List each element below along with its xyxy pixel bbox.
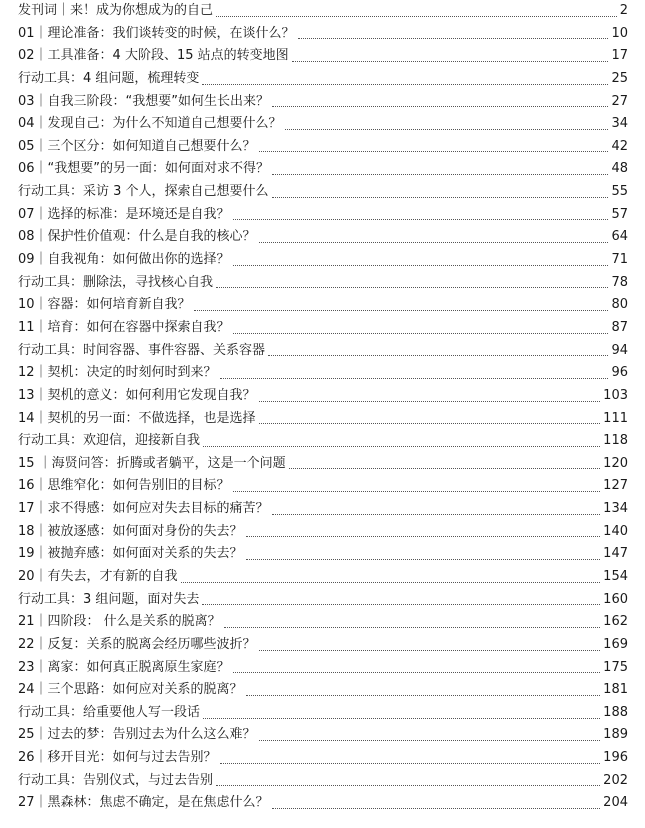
toc-entry[interactable]: [18, 657, 628, 680]
toc-entry-title: 09｜自我视角：如何做出你的选择？: [18, 252, 230, 268]
toc-entry-page-number: 78: [611, 274, 628, 290]
dot-leader: [272, 174, 608, 175]
toc-entry-page-number: 64: [611, 229, 628, 245]
toc-entry-title: 14｜契机的另一面：不做选择，也是选择: [18, 410, 256, 426]
dot-leader: [259, 401, 601, 402]
dot-leader: [259, 740, 601, 741]
toc-entry[interactable]: [18, 272, 628, 295]
toc-entry-title: 行动工具：采访 3 个人，探索自己想要什么: [18, 184, 269, 200]
dot-leader: [272, 197, 609, 198]
toc-entry-page-number: 80: [611, 297, 628, 313]
dot-leader: [216, 16, 617, 17]
dot-leader: [246, 536, 601, 537]
dot-leader: [292, 61, 609, 62]
toc-entry-page-number: 118: [603, 433, 628, 449]
toc-entry-title: 15 ｜海贤问答：折腾或者躺平，这是一个问题: [18, 455, 286, 471]
toc-entry[interactable]: [18, 634, 628, 657]
toc-entry[interactable]: [18, 702, 628, 725]
toc-entry-title: 行动工具：4 组问题，梳理转变: [18, 70, 200, 86]
toc-entry[interactable]: [18, 521, 628, 544]
toc-entry-title: 21｜四阶段： 什么是关系的脱离？: [18, 614, 221, 630]
dot-leader: [202, 604, 600, 605]
toc-entry-page-number: 10: [611, 25, 628, 41]
dot-leader: [233, 265, 609, 266]
dot-leader: [233, 672, 601, 673]
toc-entry-page-number: 160: [603, 591, 628, 607]
toc-entry[interactable]: [18, 181, 628, 204]
toc-entry[interactable]: [18, 113, 628, 136]
toc-entry-title: 12｜契机：决定的时刻何时到来？: [18, 365, 217, 381]
toc-entry-page-number: 2: [619, 2, 628, 18]
toc-entry-title: 22｜反复：关系的脱离会经历哪些波折？: [18, 636, 256, 652]
toc-entry-title: 行动工具：告别仪式，与过去告别: [18, 772, 214, 788]
toc-entry[interactable]: [18, 747, 628, 770]
toc-entry[interactable]: [18, 475, 628, 498]
toc-entry-title: 行动工具：3 组问题，面对失去: [18, 591, 200, 607]
toc-entry-page-number: 25: [611, 70, 628, 86]
toc-entry-page-number: 57: [611, 206, 628, 222]
toc-entry-page-number: 94: [611, 342, 628, 358]
dot-leader: [216, 785, 600, 786]
toc-entry-page-number: 87: [611, 319, 628, 335]
dot-leader: [203, 718, 600, 719]
dot-leader: [233, 333, 609, 334]
toc-entry-page-number: 27: [611, 93, 628, 109]
toc-entry-title: 行动工具：时间容器、事件容器、关系容器: [18, 342, 266, 358]
toc-entry[interactable]: [18, 453, 628, 476]
toc-entry-title: 05｜三个区分：如何知道自己想要什么？: [18, 138, 256, 154]
toc-entry-page-number: 175: [603, 659, 628, 675]
toc-entry-page-number: 42: [611, 138, 628, 154]
toc-entry-title: 行动工具：欢迎信，迎接新自我: [18, 433, 201, 449]
toc-entry-page-number: 169: [603, 636, 628, 652]
dot-leader: [194, 310, 609, 311]
toc-entry-page-number: 127: [603, 478, 628, 494]
toc-entry[interactable]: [18, 249, 628, 272]
toc-entry-page-number: 154: [603, 569, 628, 584]
dot-leader: [202, 84, 608, 85]
toc-entry[interactable]: [18, 770, 628, 793]
dot-leader: [216, 287, 608, 288]
toc-entry[interactable]: [18, 543, 628, 566]
toc-entry-page-number: 196: [603, 750, 628, 766]
dot-leader: [268, 355, 608, 356]
toc-entry-page-number: 96: [611, 365, 628, 381]
toc-entry-title: 18｜被放逐感：如何面对身份的失去？: [18, 523, 243, 539]
table-of-contents: [18, 0, 628, 815]
toc-entry-title: 13｜契机的意义：如何利用它发现自我？: [18, 387, 256, 403]
toc-entry-page-number: 134: [603, 501, 628, 517]
dot-leader: [203, 446, 600, 447]
toc-entry-title: 发刊词｜来！成为你想成为的自己: [18, 2, 214, 18]
toc-entry[interactable]: [18, 679, 628, 702]
toc-entry-title: 行动工具：给重要他人写一段话: [18, 704, 201, 720]
dot-leader: [181, 582, 601, 583]
toc-entry[interactable]: [18, 792, 628, 815]
toc-entry-page-number: 71: [611, 252, 628, 268]
toc-entry-title: 25｜过去的梦：告别过去为什么这么难？: [18, 727, 256, 743]
dot-leader: [220, 378, 609, 379]
dot-leader: [272, 808, 601, 809]
toc-entry[interactable]: [18, 136, 628, 159]
toc-entry-page-number: 181: [603, 682, 628, 698]
dot-leader: [246, 695, 601, 696]
toc-entry-page-number: 202: [603, 772, 628, 788]
toc-entry-title: 17｜求不得感：如何应对失去目标的痛苦？: [18, 501, 269, 517]
dot-leader: [285, 129, 609, 130]
toc-entry-page-number: 188: [603, 704, 628, 720]
dot-leader: [233, 219, 609, 220]
toc-entry-page-number: 111: [603, 410, 628, 426]
toc-entry-page-number: 189: [603, 727, 628, 743]
toc-entry[interactable]: [18, 91, 628, 114]
toc-entry-page-number: 120: [603, 455, 628, 471]
toc-entry-title: 10｜容器：如何培育新自我？: [18, 297, 191, 313]
toc-entry-title: 26｜移开目光：如何与过去告别？: [18, 750, 217, 766]
toc-entry-title: 20｜有失去，才有新的自我: [18, 569, 178, 584]
dot-leader: [259, 242, 609, 243]
toc-entry-page-number: 17: [611, 48, 628, 64]
toc-entry[interactable]: [18, 611, 628, 634]
toc-entry[interactable]: [18, 23, 628, 46]
toc-entry[interactable]: [18, 45, 628, 68]
toc-entry[interactable]: [18, 340, 628, 363]
dot-leader: [259, 151, 609, 152]
dot-leader: [224, 627, 600, 628]
toc-entry-page-number: 140: [603, 523, 628, 539]
toc-entry-page-number: 55: [611, 184, 628, 200]
toc-entry[interactable]: [18, 68, 628, 91]
toc-entry[interactable]: [18, 294, 628, 317]
toc-entry-title: 03｜自我三阶段：“我想要”如何生长出来？: [18, 93, 270, 109]
toc-entry-title: 19｜被抛弃感：如何面对关系的失去？: [18, 546, 243, 562]
dot-leader: [289, 468, 600, 469]
toc-entry[interactable]: [18, 158, 628, 181]
toc-entry[interactable]: [18, 566, 628, 589]
toc-entry[interactable]: [18, 430, 628, 453]
dot-leader: [259, 650, 601, 651]
toc-entry-title: 11｜培育：如何在容器中探索自我？: [18, 319, 230, 335]
toc-entry[interactable]: [18, 589, 628, 612]
toc-entry-title: 07｜选择的标准：是环境还是自我？: [18, 206, 230, 222]
toc-entry[interactable]: [18, 226, 628, 249]
dot-leader: [272, 514, 601, 515]
toc-entry-page-number: 162: [603, 614, 628, 630]
toc-entry-title: 01｜理论准备：我们谈转变的时候，在谈什么？: [18, 25, 295, 41]
dot-leader: [246, 559, 601, 560]
toc-entry[interactable]: [18, 385, 628, 408]
toc-entry[interactable]: [18, 0, 628, 23]
dot-leader: [272, 106, 608, 107]
dot-leader: [298, 38, 609, 39]
toc-entry[interactable]: [18, 362, 628, 385]
toc-entry-title: 06｜“我想要”的另一面：如何面对求不得？: [18, 161, 270, 177]
toc-entry-title: 行动工具：删除法，寻找核心自我: [18, 274, 214, 290]
toc-entry-page-number: 48: [611, 161, 628, 177]
dot-leader: [220, 763, 601, 764]
toc-entry-page-number: 204: [603, 795, 628, 811]
toc-entry[interactable]: [18, 498, 628, 521]
toc-entry-title: 24｜三个思路：如何应对关系的脱离？: [18, 682, 243, 698]
toc-entry-page-number: 147: [603, 546, 628, 562]
toc-entry-title: 16｜思维窄化：如何告别旧的目标？: [18, 478, 230, 494]
toc-entry[interactable]: [18, 725, 628, 748]
dot-leader: [233, 491, 601, 492]
dot-leader: [259, 423, 601, 424]
toc-entry-page-number: 103: [603, 387, 628, 403]
toc-entry[interactable]: [18, 204, 628, 227]
toc-entry-title: 02｜工具准备：4 大阶段、15 站点的转变地图: [18, 48, 289, 64]
toc-entry-title: 23｜离家：如何真正脱离原生家庭？: [18, 659, 230, 675]
toc-entry-title: 08｜保护性价值观：什么是自我的核心？: [18, 229, 256, 245]
toc-entry-title: 04｜发现自己：为什么不知道自己想要什么？: [18, 116, 282, 132]
toc-entry-title: 27｜黑森林：焦虑不确定，是在焦虑什么？: [18, 795, 269, 811]
toc-entry[interactable]: [18, 408, 628, 431]
toc-entry-page-number: 34: [611, 116, 628, 132]
toc-entry[interactable]: [18, 317, 628, 340]
